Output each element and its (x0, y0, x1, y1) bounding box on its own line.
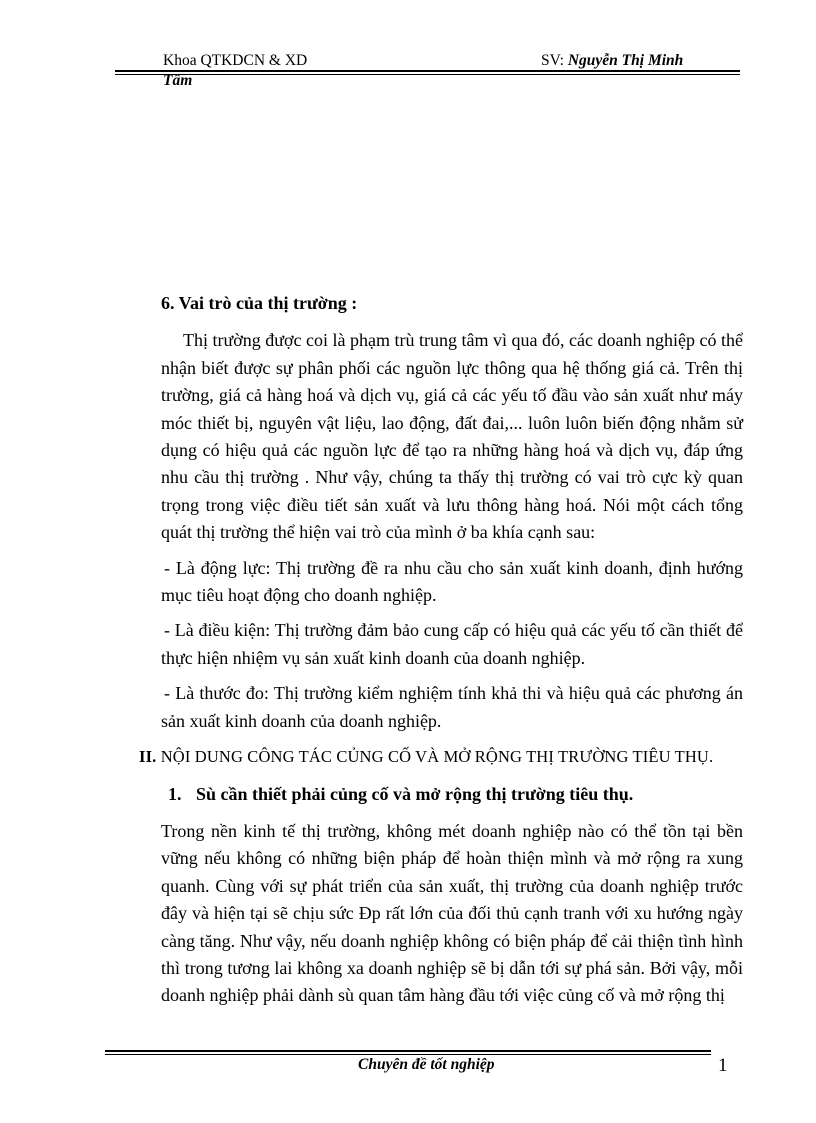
header-rule-thick (115, 70, 740, 72)
chapter-title: NỘI DUNG CÔNG TÁC CỦNG CỐ VÀ MỞ RỘNG THỊ TRƯỜNG TIÊU THỤ. (156, 747, 714, 767)
subsection-number: 1. (168, 783, 182, 804)
header-student-name-continued: Tâm (163, 72, 193, 89)
page-number: 1 (718, 1055, 728, 1076)
bullet-motivation: - Là động lực: Thị trường đề ra nhu cầu cho sản xuất kinh doanh, định hướng mục tiêu hoạt động cho doanh nghiệp. (161, 557, 743, 606)
footer-rule-thick (105, 1050, 711, 1052)
header-student-name: Nguyễn Thị Minh (567, 52, 684, 69)
bullet-condition: - Là điều kiện: Thị trường đảm bảo cung cấp có hiệu quả các yếu tố cần thiết để thực hiện nhiệm vụ sản xuất kinh doanh của doanh nghiệp. (161, 620, 743, 668)
paragraph-necessity: Trong nền kinh tế thị trường, không mét doanh nghiệp nào có thể tồn tại bền vững nếu không có những biện pháp để hoàn thiện mình và mở rộng ra xung quanh. Cùng với sự phát triển của sản xuất, thị trường của doanh nghiệp trước đây và hiện tại sẽ chịu sức Ðp rất lớn của đối thủ cạnh tranh với xu hướng ngày càng tăng. Như vậy, nếu doanh nghiệp không có biện pháp để cải thiện tình hình thì trong tương lai không xa doanh nghiệp sẽ bị dẫn tới sự phá sản. Bởi vậy, mỗi doanh nghiệp phải dành sù quan tâm hàng đầu tới việc củng cố và mở rộng thị (161, 820, 743, 1006)
header-student (541, 52, 683, 70)
subsection-heading (161, 781, 743, 808)
chapter-number: II. (139, 747, 157, 767)
footer-title: Chuyên đề tốt nghiệp (358, 1056, 495, 1073)
header-faculty: Khoa QTKDCN & XD (163, 52, 308, 69)
document-body (139, 290, 743, 1010)
paragraph-market-role: Thị trường được coi là phạm trù trung tâm vì qua đó, các doanh nghiệp có thể nhận biết được sự phân phối các nguồn lực thông qua hệ thống giá cả. Trên thị trường, giá cả hàng hoá và dịch vụ, giá cả các yếu tố đầu vào sản xuất như máy móc thiết bị, nguyên vật liệu, lao động, đất đai,... luôn luôn biến động nhằm sử dụng có hiệu quả các nguồn lực để tạo ra những hàng hoá và dịch vụ, đáp ứng nhu cầu thị trường . Như vậy, chúng ta thấy thị trường có vai trò cực kỳ quan trọng trong việc điều tiết sản xuất và lưu thông hàng hoá. Nói một cách tổng quát thị trường thể hiện vai trò của mình ở ba khía cạnh sau: (161, 330, 743, 543)
header-rule-thin (115, 74, 740, 75)
subsection-title: Sù cần thiết phải củng cố và mở rộng thị trường tiêu thụ. (196, 783, 634, 804)
bullet-measure: - Là thước đo: Thị trường kiểm nghiệm tính khả thi và hiệu quả các phương án sản xuất kinh doanh của doanh nghiệp. (161, 683, 743, 731)
chapter-heading (139, 743, 743, 770)
header-student-prefix: SV: (541, 52, 568, 69)
footer-rule-thin (105, 1054, 711, 1055)
section-title: 6. Vai trò của thị trường : (161, 293, 358, 313)
